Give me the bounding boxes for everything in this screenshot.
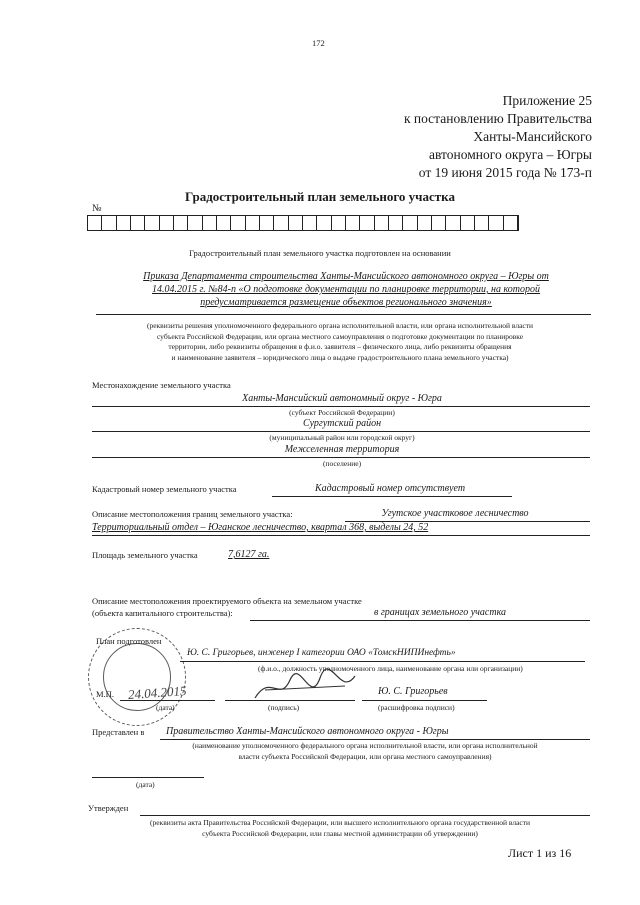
presented-value: Правительство Ханты-Мансийского автономного округа - Югры [166,726,449,737]
approved-label: Утвержден [88,803,129,813]
basis-hint-line-1: (реквизиты решения уполномоченного федерального органа исполнительной власти, или органа исполнительной власти [146,321,534,330]
date-hint: (дата) [156,703,175,712]
date2-underline [92,777,204,778]
prepared-value: Ю. С. Григорьев, инженер I категории ОАО «ТомскНИПИнефть» [187,648,456,658]
boundary-label: Описание местоположения границ земельного участка: [92,509,293,519]
boundary-underline-2 [92,535,590,536]
signature-hint: (подпись) [268,703,300,712]
appendix-line-2: к постановлению Правительства [403,111,592,126]
cadastral-label: Кадастровый номер земельного участка [92,484,237,494]
basis-hint-line-4: и наименование заявителя – юридического лица о выдаче градостроительного плана земельного участка) [171,352,509,362]
basis-underline [96,314,591,315]
appendix-line-3: Ханты-Мансийского [473,129,592,144]
mp-label: М.П. [96,689,114,699]
sheet-label: Лист 1 из 16 [508,846,572,860]
date2-hint: (дата) [136,780,155,789]
date-underline [120,700,215,701]
object-underline [250,620,590,621]
number-grid [87,215,519,231]
district-value: Сургутский район [302,418,382,429]
presented-underline [160,739,590,740]
area-label: Площадь земельного участка [92,550,198,560]
basis-hint-line-2: субъекта Российской Федерации, или органа местного самоуправления о подготовке документации по планировке [156,331,524,341]
settlement-value: Межселенная территория [284,444,400,455]
object-label-line-2: (объекта капитального строительства): [92,608,233,618]
object-label-line-1: Описание местоположения проектируемого объекта на земельном участке [92,596,362,606]
presented-hint-line-2: власти субъекта Российской Федерации, или органа местного самоуправления) [238,751,492,761]
basis-hint-line-3: территории, либо реквизиты обращения в ф.и.о. заявителя – физического лица, либо реквизиты обращения [168,342,512,351]
basis-value-line-1: Приказа Департамента строительства Ханты-Мансийского автономного округа – Югры от [143,271,549,282]
prepared-label: План подготовлен [96,636,162,646]
presented-label: Представлен в [92,727,145,737]
signature [250,668,360,713]
approved-underline [140,815,590,816]
presented-hint [130,741,600,762]
signature-underline [225,700,355,701]
appendix-block [404,92,592,182]
basis-value [96,270,596,309]
cadastral-underline [272,496,512,497]
district-underline [92,431,590,432]
boundary-value-line-2: Территориальный отдел – Юганское лесничество, квартал 368, выделы 24, 52 [92,522,429,533]
settlement-hint: (поселение) [322,459,362,468]
subject-underline [92,406,590,407]
settlement-underline [92,457,590,458]
presented-hint-line-1: (наименование уполномоченного федерального органа исполнительной власти, или органа исполнительной [192,741,538,750]
basis-hint [80,321,600,363]
basis-value-line-3: предусматривается размещение объектов регионального значения» [200,297,492,308]
basis-value-line-2: 14.04.2015 г. №84-п «О подготовке документации по планировке территории, на которой [151,284,541,295]
appendix-line-5: от 19 июня 2015 года № 173-п [418,165,592,180]
approved-hint-line-2: субъекта Российской Федерации, или главы местной администрации об утверждении) [202,828,478,838]
stamp-date: 24.04.2015 [127,682,187,703]
boundary-value-line-1: Угутское участковое лесничество [381,508,529,519]
decoding-underline [362,700,487,701]
subject-value: Ханты-Мансийский автономный округ - Югра [242,393,442,404]
subject-hint: (субъект Российской Федерации) [289,408,395,417]
decoding-value: Ю. С. Григорьев [378,686,448,697]
basis-label: Градостроительный план земельного участка подготовлен на основании [189,248,451,258]
number-label: № [92,203,102,214]
cadastral-value: Кадастровый номер отсутствует [314,483,466,494]
approved-hint [90,818,590,839]
decoding-hint: (расшифровка подписи) [378,703,455,712]
page-number: 172 [312,38,325,48]
prepared-hint: (ф.и.о., должность уполномоченного лица, наименование органа или организации) [258,664,523,673]
document-title: Градостроительный план земельного участка [185,189,455,204]
prepared-underline [180,661,585,662]
location-label: Местонахождение земельного участка [92,380,231,390]
district-hint: (муниципальный район или городской округ) [269,433,415,442]
object-value: в границах земельного участка [374,607,506,618]
area-value: 7,6127 га. [228,549,270,560]
approved-hint-line-1: (реквизиты акта Правительства Российской Федерации, или высшего исполнительного органа государственной власти [149,818,531,827]
appendix-line-1: Приложение 25 [502,93,592,108]
appendix-line-4: автономного округа – Югры [429,147,592,162]
